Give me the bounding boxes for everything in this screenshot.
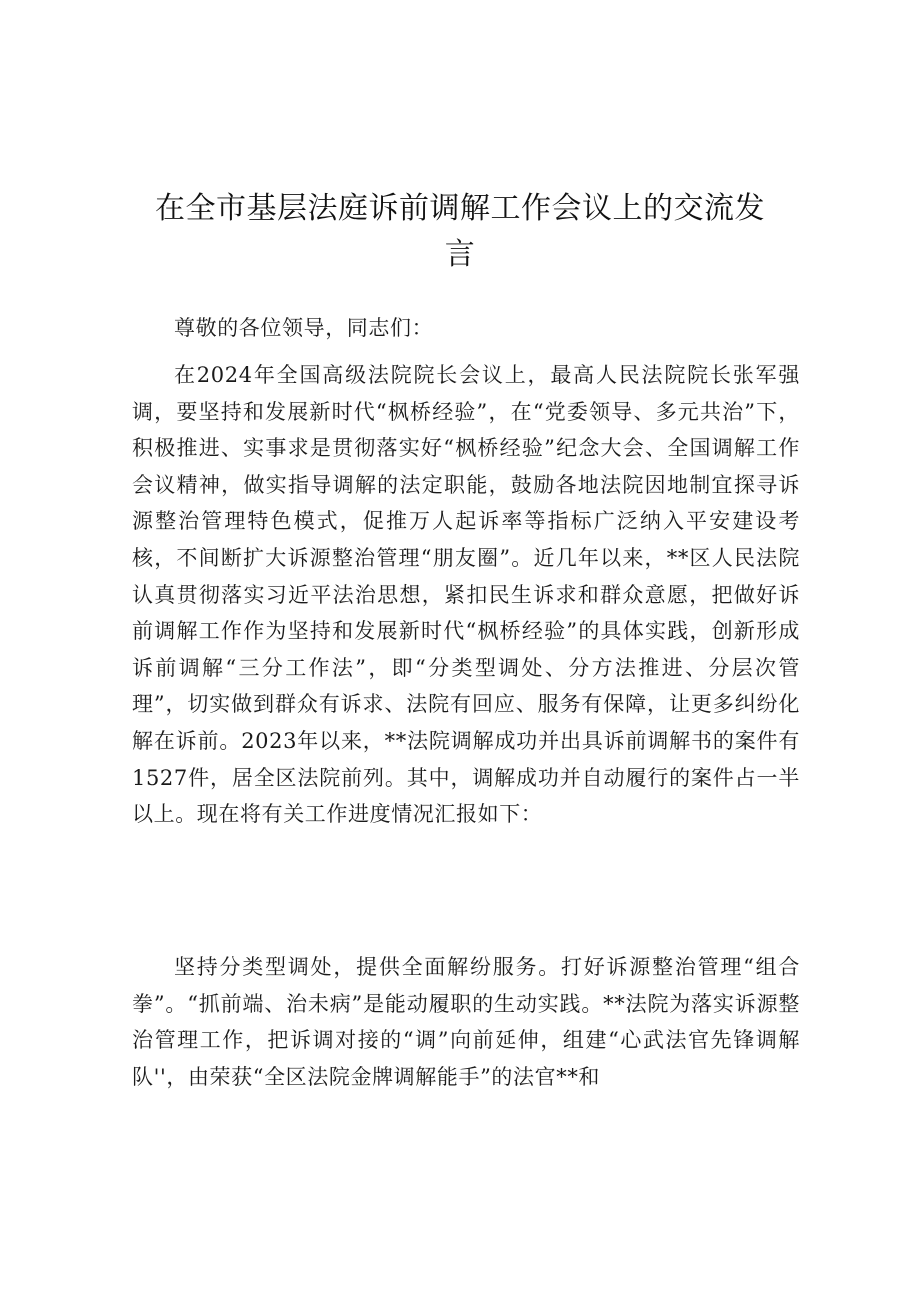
document-title: 在全市基层法庭诉前调解工作会议上的交流发言	[155, 191, 765, 272]
paragraph: 坚持分类型调处，提供全面解纷服务。打好诉源整治管理“组合拳”。“抓前端、治未病”是能动履职的生动实践。**法院为落实诉源整治管理工作，把诉调对接的“调”向前延伸，组建“心武法官先锋调解队''，由荣获“全区法院金牌调解能手”的法官**和	[132, 955, 800, 1089]
salutation: 尊敬的各位领导，同志们：	[174, 316, 434, 340]
paragraph: 在2024年全国高级法院院长会议上，最高人民法院院长张军强调，要坚持和发展新时代“枫桥经验”，在“党委领导、多元共治”下，积极推进、实事求是贯彻落实好“枫桥经验”纪念大会、全国调解工作会议精神，做实指导调解的法定职能，鼓励各地法院因地制宜探寻诉源整治管理特色模式，促推万人起诉率等指标广泛纳入平安建设考核，不间断扩大诉源整治管理“朋友圈”。近几年以来，**区人民法院认真贯彻落实习近平法治思想，紧扣民生诉求和群众意愿，把做好诉前调解工作作为坚持和发展新时代“枫桥经验”的具体实践，创新形成诉前调解“三分工作法”，即“分类型调处、分方法推进、分层次管理”，切实做到群众有诉求、法院有回应、服务有保障，让更多纠纷化解在诉前。2023年以来，**法院调解成功并出具诉前调解书的案件有1527件，居全区法院前列。其中，调解成功并自动履行的案件占一半以上。现在将有关工作进度情况汇报如下：	[132, 363, 800, 827]
